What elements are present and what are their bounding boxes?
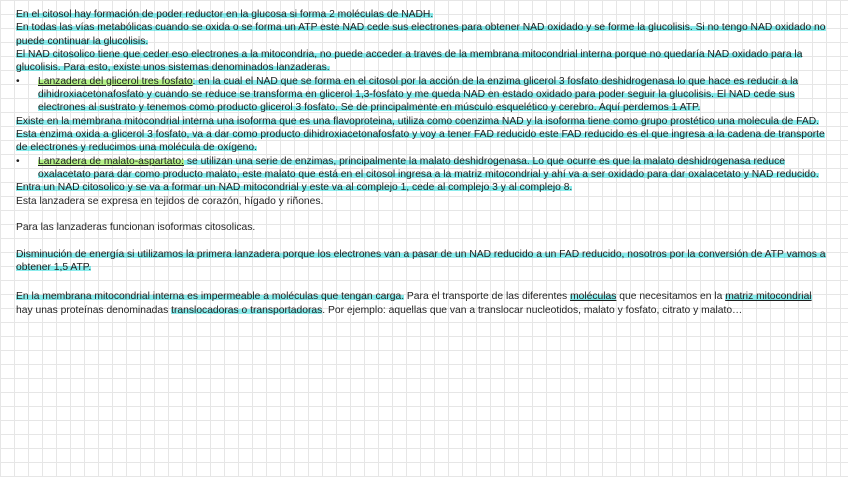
notes-document xyxy=(16,8,828,317)
highlight-matriz-mitocondrial: matriz mitocondrial xyxy=(725,291,812,303)
highlight-translocadoras: translocadoras o transportadoras xyxy=(171,304,323,316)
bullet-malato-aspartato xyxy=(16,155,828,182)
text-tejidos: Esta lanzadera se expresa en tejidos de corazón, hígado y riñones. xyxy=(16,195,324,207)
text-transporte: Para el transporte de las diferentes xyxy=(404,291,571,303)
paragraph-nad-citosolico xyxy=(16,48,828,75)
paragraph-disminucion-energia xyxy=(16,248,828,275)
paragraph-membrana-impermeable xyxy=(16,290,828,317)
text-proteinas: hay unas proteínas denominadas xyxy=(16,304,172,316)
text-ejemplo: . Por ejemplo: aquellas que van a translocar nucleotidos, malato y fosfato, citrato y malato… xyxy=(322,304,743,316)
highlight-isoforma: Existe en la membrana mitocondrial interna una isoforma que es una flavoproteina, utiliza como coenzima NAD y la isoforma tiene como grupo prostético una molecula de FAD. Esta enzima oxida a glicerol 3 fosfato, va a dar como producto dihidroxiacetonafosfato y voy a tener FAD reducido este FAD reducido es el que ingresa a la cadena de transporte de electrones y reducimos una molécula de oxígeno. xyxy=(16,115,825,154)
paragraph-isoformas-citosolicas xyxy=(16,221,828,234)
bullet-glicerol-fosfato xyxy=(16,75,828,115)
highlight-disminucion: Disminución de energía si utilizamos la primera lanzadera porque los electrones van a pasar de un NAD reducido a un FAD reducido, nosotros por la conversión de ATP vamos a obtener 1,5 ATP. xyxy=(16,248,826,273)
paragraph-isoforma-flavoproteina xyxy=(16,115,828,155)
highlight-nad-mitocondrial: Entra un NAD citosolico y se va a formar un NAD mitocondrial y este va al complejo 1, cede al complejo 3 y al complejo 8. xyxy=(16,182,573,194)
highlight-vias-metabolicas: En todas las vías metabólicas cuando se oxida o se forma un ATP este NAD cede sus electrones para obtener NAD oxidado y se forme la glucolisis. Si no tengo NAD oxidado no puede continuar la glucolisis. xyxy=(16,22,826,47)
bullet-text-malato: se utilizan una serie de enzimas, principalmente la malato deshidrogenasa. Lo que ocurre es que la malato deshidrogenasa reduce oxalacetato para dar como producto malato, este malato que está en el citosol ingresa a la matriz mitocondrial y ahí va a ser oxidado para dar oxalacetato y NAD reducido. xyxy=(38,155,819,181)
text-isoformas: Para las lanzaderas funcionan isoformas citosolicas. xyxy=(16,222,256,234)
highlight-citosol: En el citosol hay formación de poder reductor en la glucosa si forma 2 moléculas de NADH. xyxy=(16,9,434,20)
highlight-nad-citosolico: El NAD citosolico tiene que ceder eso electrones a la mitocondria, no puede acceder a traves de la membrana mitocondrial interna porque no quedaría NAD oxidado para la glucolisis. Para esto, existe unos sistemas denominados lanzaderas. xyxy=(16,49,803,74)
bullet-dot: • xyxy=(16,75,20,87)
bullet-title-malato: Lanzadera de malato-aspartato: xyxy=(38,155,184,167)
highlight-impermeable: En la membrana mitocondrial interna es impermeable a moléculas que tengan carga. xyxy=(16,291,405,303)
text-necesitamos: que necesitamos en la xyxy=(616,291,726,303)
paragraph-nad-mitocondrial xyxy=(16,181,828,194)
bullet-dot: • xyxy=(16,155,20,167)
bullet-title-glicerol: Lanzadera del glicerol tres fosfato xyxy=(38,75,193,87)
paragraph-citosol xyxy=(16,8,828,21)
paragraph-tejidos xyxy=(16,195,828,208)
paragraph-vias-metabolicas xyxy=(16,21,828,48)
highlight-moleculas: moléculas xyxy=(570,291,617,303)
bullet-text-glicerol: : en la cual el NAD que se forma en el citosol por la acción de la enzima glicerol 3 fosfato deshidrogenasa lo que hace es reducir a la dihidroxiacetonafosfato y cuando se reduce se transforma en glicerol 1,3-fosfato y me queda NAD en estado oxidado para poder seguir la glucolisis. El NAD cede sus electrones al sustrato y tenemos como producto glicerol 3 fosfato. Se de principalmente en músculo esquelético y cerebro. Aquí perdemos 1 ATP. xyxy=(38,75,799,114)
